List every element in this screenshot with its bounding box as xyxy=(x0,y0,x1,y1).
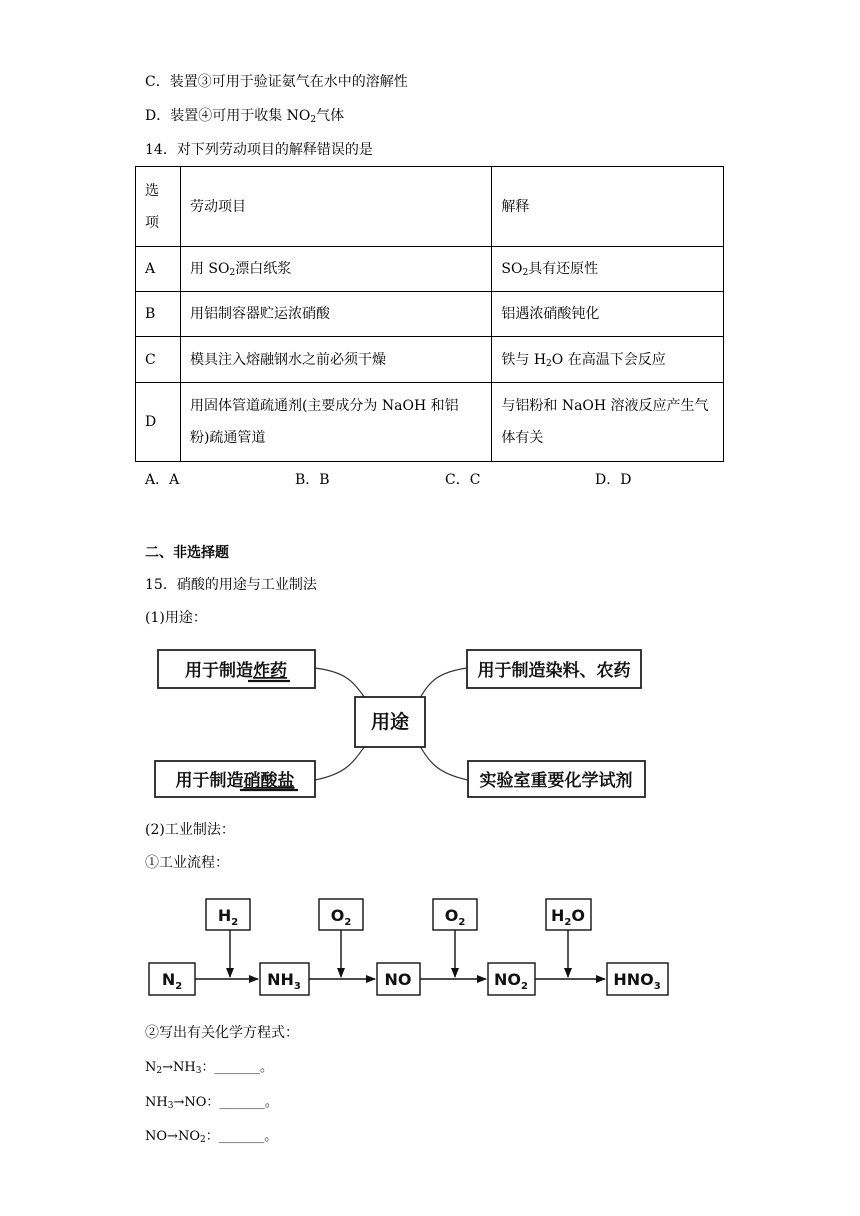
input-h2-label: $H_2$ xyxy=(217,906,239,928)
equation-label: ②写出有关化学方程式： xyxy=(145,1025,299,1041)
input-o2-label: $O_2$ xyxy=(444,906,466,928)
top-left-text: 用于制造炸药 xyxy=(185,661,287,681)
answer-blank[interactable]: _______ xyxy=(214,1060,260,1075)
row-project: 用固体管道疏通剂(主要成分为 NaOH 和铝 粉)疏通管道 xyxy=(180,383,491,462)
question-14-stem: 14．对下列劳动项目的解释错误的是 xyxy=(145,142,373,158)
choice-a[interactable]: A．A xyxy=(145,472,180,488)
option-c-text: C．装置③可用于验证氨气在水中的溶解性 xyxy=(145,74,408,90)
input-h2o-label: $H_2O$ xyxy=(551,906,585,928)
row-project: 用铝制容器贮运浓硝酸 xyxy=(180,292,491,337)
equation-line: $N_2\to NH_3$：_______。 xyxy=(145,1060,273,1076)
answer-blank[interactable]: _______ xyxy=(219,1095,265,1110)
section-title: 二、非选择题 xyxy=(145,545,229,561)
top-right-text: 用于制造染料、农药 xyxy=(477,661,631,681)
step-no-label: NO xyxy=(384,970,412,989)
row-option: A xyxy=(136,247,181,292)
row-option: D xyxy=(136,383,181,462)
header-project: 劳动项目 xyxy=(180,167,491,247)
bottom-right-text: 实验室重要化学试剂 xyxy=(479,771,633,791)
flow-label: ①工业流程： xyxy=(145,855,229,871)
row-explain: $SO_2$具有还原性 xyxy=(492,247,724,292)
center-text: 用途 xyxy=(370,711,410,733)
bottom-left-text: 用于制造硝酸盐 xyxy=(175,771,295,791)
row-option: B xyxy=(136,292,181,337)
row-project: 用 $SO_2$漂白纸浆 xyxy=(180,247,491,292)
option-d-text: D．装置④可用于收集 $NO_2$气体 xyxy=(145,108,345,125)
step-n2-label: $N_2$ xyxy=(161,970,183,992)
step-hno3-label: $HNO_3$ xyxy=(613,970,661,992)
row-explain: 与铝粉和 NaOH 溶液反应产生气 体有关 xyxy=(492,383,724,462)
header-option: 选 项 xyxy=(136,167,181,247)
row-explain: 铁与 $H_2O$ 在高温下会反应 xyxy=(492,337,724,383)
use-label: (1)用途： xyxy=(145,610,207,626)
choice-b[interactable]: B．B xyxy=(295,472,330,488)
industry-label: (2)工业制法： xyxy=(145,822,235,838)
step-no2-label: $NO_2$ xyxy=(494,970,528,992)
header-explain: 解释 xyxy=(492,167,724,247)
row-project: 模具注入熔融钢水之前必须干燥 xyxy=(180,337,491,383)
question-15-stem: 15．硝酸的用途与工业制法 xyxy=(145,577,317,593)
row-option: C xyxy=(136,337,181,383)
step-nh3-label: $NH_3$ xyxy=(267,970,301,992)
choice-c[interactable]: C．C xyxy=(445,472,481,488)
equation-line: $NH_3\to NO$：_______。 xyxy=(145,1095,278,1111)
choice-d[interactable]: D．D xyxy=(595,472,632,488)
input-o2-label: $O_2$ xyxy=(330,906,352,928)
row-explain: 铝遇浓硝酸钝化 xyxy=(492,292,724,337)
answer-blank[interactable]: _______ xyxy=(218,1129,265,1144)
equation-line: $NO\to NO_2$：_______。 xyxy=(145,1129,278,1145)
